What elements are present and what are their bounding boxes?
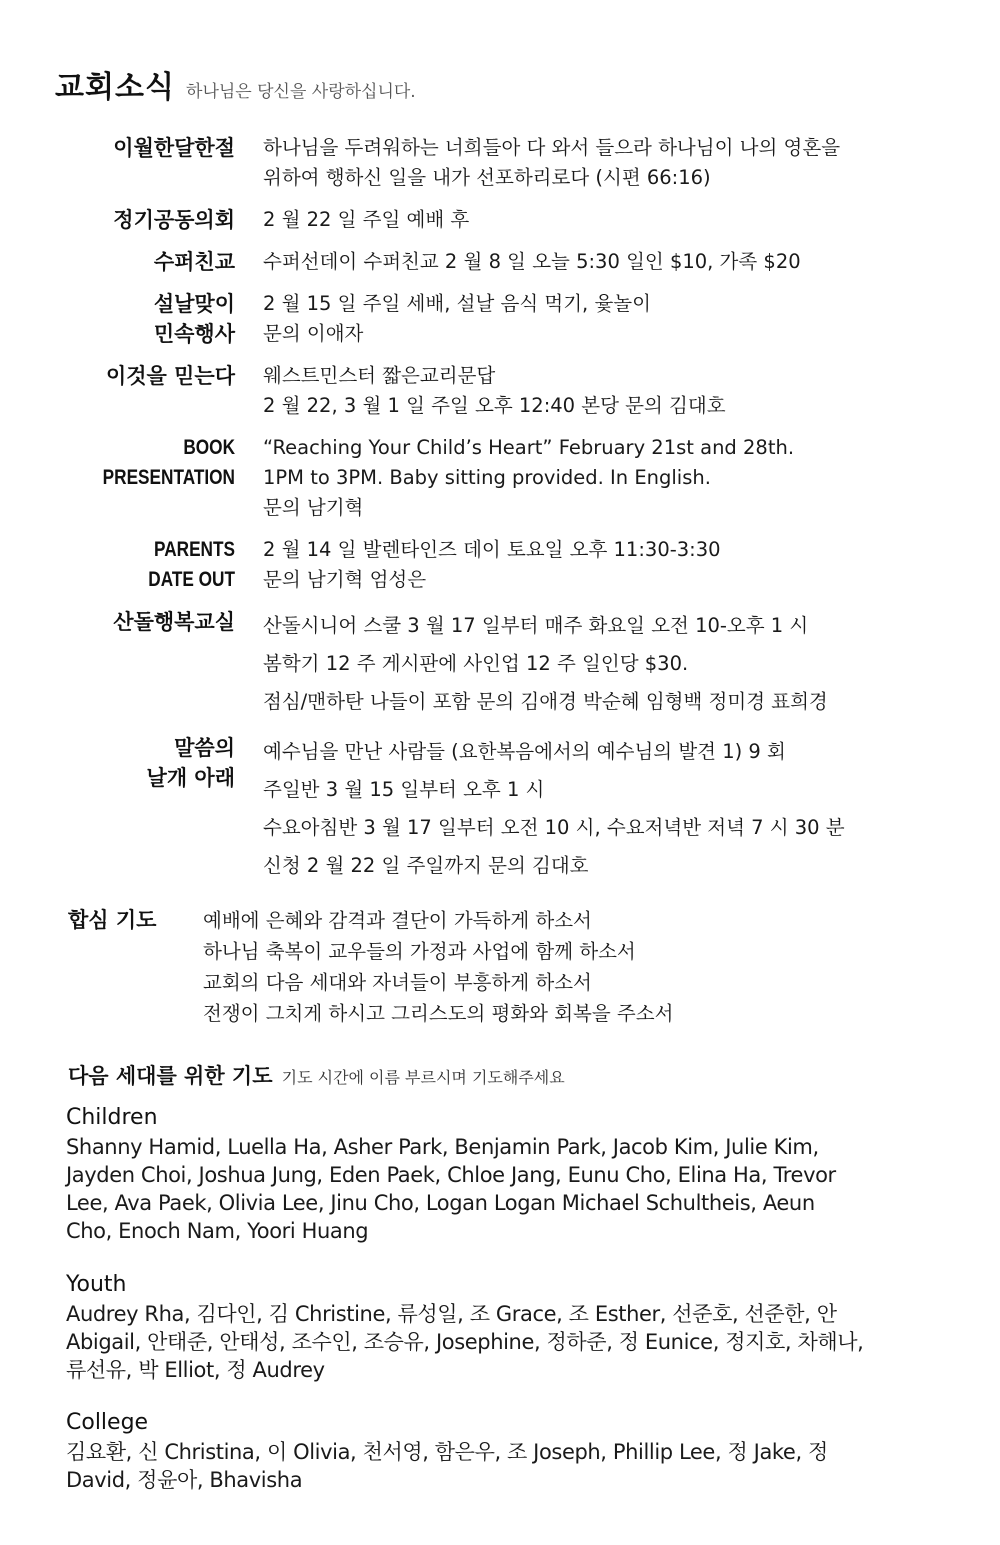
prayer-section — [68, 905, 673, 1029]
group-title: Youth — [66, 1272, 127, 1297]
notice-body — [263, 247, 801, 277]
notice-label-line: PRESENTATION — [102, 466, 235, 489]
notice-label-line: 말씀의 — [174, 736, 235, 760]
notice-label — [60, 361, 235, 421]
notice-line: 하나님을 두려워하는 너희들아 다 와서 들으라 하나님이 나의 영혼을 — [263, 136, 841, 159]
name-line: Cho, Enoch Nam, Yoori Huang — [66, 1219, 369, 1243]
notice-line: 점심/맨하탄 나들이 포함 문의 김애경 박순혜 임형백 정미경 표희경 — [263, 690, 828, 713]
name-line: Shanny Hamid, Luella Ha, Asher Park, Benjamin Park, Jacob Kim, Julie Kim, — [66, 1135, 819, 1159]
notice-label — [92, 535, 236, 595]
prayer-line: 하나님 축복이 교우들의 가정과 사업에 함께 하소서 — [203, 940, 636, 963]
notice-label-line: 이것을 믿는다 — [105, 364, 235, 388]
notice-label — [60, 607, 235, 721]
notice-line: 봄학기 12 주 게시판에 사인업 12 주 일인당 $30. — [263, 652, 689, 675]
group-title: College — [66, 1410, 149, 1435]
group-children — [66, 1103, 926, 1245]
prayer-body — [203, 905, 673, 1029]
notice-label — [92, 433, 236, 523]
notice-line: 2 월 15 일 주일 세배, 설날 음식 먹기, 윷놀이 — [263, 292, 651, 315]
notice-label-line: 산돌행복교실 — [113, 610, 235, 634]
notice-line: 2 월 14 일 발렌타인즈 데이 토요일 오후 11:30-3:30 — [263, 538, 721, 561]
name-line: 김요환, 신 Christina, 이 Olivia, 천서영, 함은우, 조 Joseph, Phillip Lee, 정 Jake, 정 — [66, 1440, 828, 1464]
notice-body — [263, 133, 840, 193]
notice-item — [60, 247, 940, 277]
notice-item — [60, 205, 940, 235]
notice-line: 2 월 22 일 주일 예배 후 — [263, 208, 470, 231]
notice-body — [263, 289, 651, 349]
notice-line: 산돌시니어 스쿨 3 월 17 일부터 매주 화요일 오전 10-오후 1 시 — [263, 614, 809, 637]
notice-label-line: PARENTS — [153, 538, 235, 561]
prayer-label: 합심 기도 — [68, 908, 157, 932]
group-names — [66, 1438, 926, 1494]
name-line: Audrey Rha, 김다인, 김 Christine, 류성일, 조 Grace, 조 Esther, 선준호, 선준한, 안 — [66, 1302, 837, 1326]
notice-line: “Reaching Your Child’s Heart” February 21st and 28th. — [263, 436, 795, 459]
notice-line: 1PM to 3PM. Baby sitting provided. In English. — [263, 466, 711, 489]
next-generation-note: 기도 시간에 이름 부르시며 기도해주세요 — [281, 1068, 565, 1087]
notice-line: 문의 이애자 — [263, 322, 364, 345]
notice-label-line: 설날맞이 — [153, 292, 235, 316]
name-line: 류선유, 박 Elliot, 정 Audrey — [66, 1358, 325, 1382]
notice-item — [60, 535, 940, 595]
page-subtitle: 하나님은 당신을 사랑하십니다. — [186, 82, 416, 102]
page-title: 교회소식 — [55, 70, 175, 105]
notice-label-line: 수퍼친교 — [153, 250, 235, 274]
notice-item — [60, 433, 940, 523]
notice-label-line: 민속행사 — [153, 322, 235, 346]
notice-label — [60, 133, 235, 193]
notice-body — [263, 607, 828, 721]
name-line: Jayden Choi, Joshua Jung, Eden Paek, Chloe Jang, Eunu Cho, Elina Ha, Trevor — [66, 1163, 836, 1187]
name-line: Abigail, 안태준, 안태성, 조수인, 조승유, Josephine, 정하준, 정 Eunice, 정지호, 차해나, — [66, 1330, 864, 1354]
notice-line: 수퍼선데이 수퍼친교 2 월 8 일 오늘 5:30 일인 $10, 가족 $20 — [263, 250, 801, 273]
notice-line: 예수님을 만난 사람들 (요한복음에서의 예수님의 발견 1) 9 회 — [263, 740, 786, 763]
notice-list — [60, 133, 940, 897]
notice-item — [60, 289, 940, 349]
notice-item — [60, 361, 940, 421]
name-line: Lee, Ava Paek, Olivia Lee, Jinu Cho, Logan Logan Michael Schultheis, Aeun — [66, 1191, 815, 1215]
notice-body — [263, 433, 794, 523]
group-title: Children — [66, 1105, 158, 1130]
notice-line: 2 월 22, 3 월 1 일 주일 오후 12:40 본당 문의 김대호 — [263, 394, 726, 417]
notice-label-line: 날개 아래 — [146, 766, 235, 790]
notice-line: 문의 남기혁 엄성은 — [263, 568, 427, 591]
notice-body — [263, 361, 726, 421]
notice-item — [60, 733, 940, 885]
notice-label — [60, 205, 235, 235]
group-names — [66, 1133, 926, 1245]
prayer-line: 예배에 은혜와 감격과 결단이 가득하게 하소서 — [203, 909, 592, 932]
notice-label-line: 정기공동의회 — [113, 208, 235, 232]
next-generation-title: 다음 세대를 위한 기도 — [68, 1064, 273, 1088]
notice-line: 문의 남기혁 — [263, 496, 364, 519]
next-generation-header — [68, 1060, 565, 1090]
notice-body — [263, 205, 469, 235]
notice-item — [60, 607, 940, 721]
name-line: David, 정윤아, Bhavisha — [66, 1468, 303, 1492]
notice-body — [263, 535, 721, 595]
page-header — [55, 62, 416, 106]
notice-body — [263, 733, 845, 885]
notice-line: 웨스트민스터 짧은교리문답 — [263, 364, 496, 387]
group-youth — [66, 1270, 926, 1384]
notice-label — [60, 247, 235, 277]
notice-line: 신청 2 월 22 일 주일까지 문의 김대호 — [263, 854, 589, 877]
group-names — [66, 1300, 926, 1384]
notice-label-line: DATE OUT — [148, 568, 235, 591]
notice-label-line: BOOK — [183, 436, 235, 459]
notice-line: 주일반 3 월 15 일부터 오후 1 시 — [263, 778, 545, 801]
group-college — [66, 1408, 926, 1494]
prayer-line: 전쟁이 그치게 하시고 그리스도의 평화와 회복을 주소서 — [203, 1002, 674, 1025]
notice-label-line: 이월한달한절 — [113, 136, 235, 160]
notice-label — [60, 289, 235, 349]
prayer-line: 교회의 다음 세대와 자녀들이 부흥하게 하소서 — [203, 971, 592, 994]
notice-line: 수요아침반 3 월 17 일부터 오전 10 시, 수요저녁반 저녁 7 시 30 분 — [263, 816, 845, 839]
notice-line: 위하여 행하신 일을 내가 선포하리로다 (시편 66:16) — [263, 166, 711, 189]
notice-item — [60, 133, 940, 193]
notice-label — [60, 733, 235, 885]
